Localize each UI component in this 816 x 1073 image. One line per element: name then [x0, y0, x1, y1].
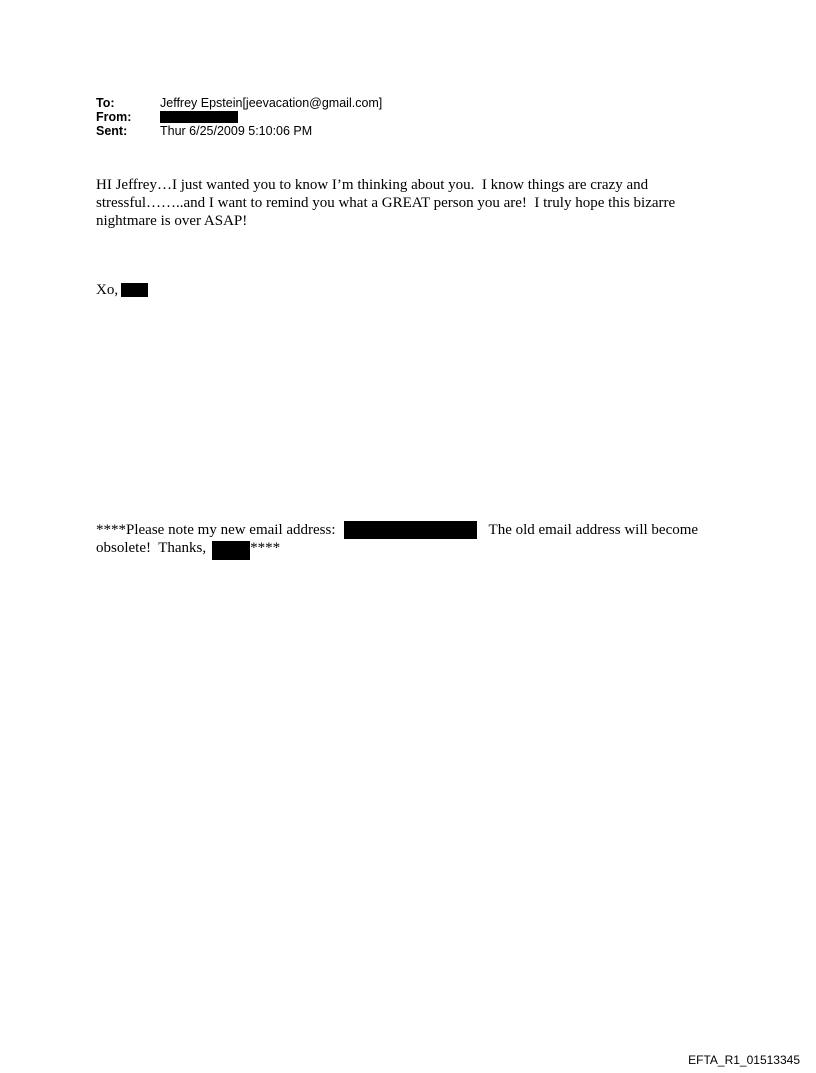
- notice-stars: ****: [250, 540, 281, 556]
- redaction-box: [160, 111, 238, 123]
- email-change-notice: [96, 521, 736, 557]
- signoff-text: Xo,: [96, 282, 119, 298]
- redaction-box: [121, 283, 148, 297]
- from-row: [96, 110, 382, 124]
- redaction-box: [344, 521, 477, 539]
- notice-text-end: The old email address will become: [488, 522, 699, 538]
- message-paragraph: HI Jeffrey…I just wanted you to know I’m thinking about you. I know things are crazy and stressful……..and I want to remind you what a GREAT person you are! I truly hope this bizarre nightmare is over ASAP!: [96, 177, 679, 229]
- to-row: [96, 96, 382, 110]
- sent-row: [96, 124, 382, 138]
- redaction-box: [212, 541, 250, 560]
- email-header: [96, 96, 382, 138]
- notice-line-1: [96, 521, 736, 539]
- from-label: From:: [96, 110, 132, 124]
- notice-text-start: ****Please note my new email address:: [96, 522, 336, 538]
- sent-label: Sent:: [96, 124, 128, 138]
- to-value: Jeffrey Epstein[jeevacation@gmail.com]: [160, 96, 383, 110]
- notice-line-2: [96, 539, 736, 557]
- bates-number: EFTA_R1_01513345: [688, 1053, 800, 1067]
- sent-value: Thur 6/25/2009 5:10:06 PM: [160, 124, 313, 138]
- notice-thanks-text: obsolete! Thanks,: [96, 540, 207, 556]
- to-label: To:: [96, 96, 115, 110]
- signoff: [96, 281, 148, 299]
